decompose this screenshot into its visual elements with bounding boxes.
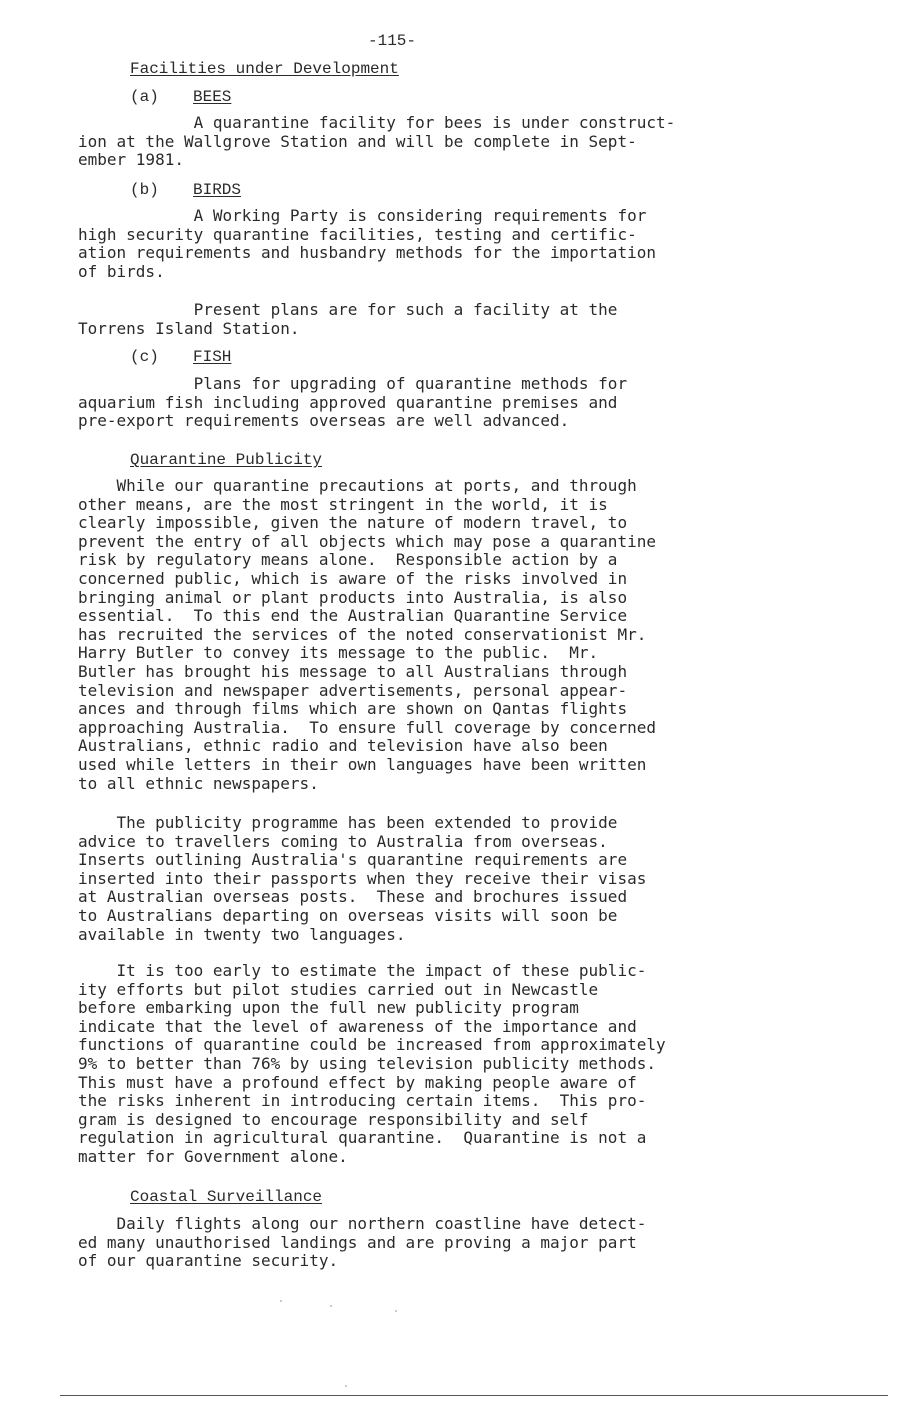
- paragraph-publicity-1: While our quarantine precautions at ports, and through other means, are the most stringent in the world, it is clearly impossible, given the nature of modern travel, to prevent the entry of all objects which may pose a quarantine risk by regulatory means alone. Responsible action by a concerned public, which is aware of the risks involved in bringing animal or plant products into Australia, is also essential. To this end the Australian Quarantine Service has recruited the services of the noted conservationist Mr. Harry Butler to convey its message to the public. Mr. Butler has brought his message to all Australians through television and newspaper advertisements, personal appear- ances and through films which are shown on Qantas flights approaching Australia. To ensure full coverage by concerned Australians, ethnic radio and television have also been used while letters in their own languages have been written to all ethnic newspapers.: [78, 476, 656, 793]
- paragraph-birds-2: Present plans are for such a facility at the Torrens Island Station.: [78, 300, 618, 338]
- paragraph-coastal: Daily flights along our northern coastline have detect- ed many unauthorised landings and are proving a major part of our quarantine security.: [78, 1214, 647, 1271]
- paragraph-publicity-2: The publicity programme has been extended to provide advice to travellers coming to Australia from overseas. Inserts outlining Australia's quarantine requirements are inserted into their passports when they receive their visas at Australian overseas posts. These and brochures issued to Australians departing on overseas visits will soon be available in twenty two languages.: [78, 813, 647, 944]
- heading-coastal-surveillance: Coastal Surveillance: [130, 1188, 323, 1206]
- subheading-bees: BEES: [193, 88, 232, 106]
- item-label-c: (c): [130, 348, 159, 366]
- item-label-b: (b): [130, 181, 159, 199]
- heading-facilities-under-development: Facilities under Development: [130, 60, 399, 78]
- subheading-fish: FISH: [193, 348, 232, 366]
- scan-speck: [280, 1300, 282, 1302]
- heading-quarantine-publicity: Quarantine Publicity: [130, 451, 323, 469]
- scan-speck: [345, 1385, 347, 1387]
- footer-rule: [148, 1395, 888, 1396]
- scan-speck: [330, 1305, 332, 1307]
- page-number: -115-: [368, 32, 417, 50]
- paragraph-fish: Plans for upgrading of quarantine methods for aquarium fish including approved quarantine premises and pre-export requirements overseas are well advanced.: [78, 374, 628, 431]
- paragraph-birds-1: A Working Party is considering requirements for high security quarantine facilities, testing and certific- ation requirements and husbandry methods for the importation of birds.: [78, 206, 656, 281]
- subheading-birds: BIRDS: [193, 181, 242, 199]
- paragraph-publicity-3: It is too early to estimate the impact of these public- ity efforts but pilot studies carried out in Newcastle before embarking upon the full new publicity program indicate that the level of awareness of the importance and functions of quarantine could be increased from approximately 9% to better than 76% by using television publicity methods. This must have a profound effect by making people aware of the risks inherent in introducing certain items. This pro- gram is designed to encourage responsibility and self regulation in agricultural quarantine. Quarantine is not a matter for Government alone.: [78, 961, 666, 1166]
- scan-speck: [395, 1310, 397, 1312]
- paragraph-bees: A quarantine facility for bees is under construct- ion at the Wallgrove Station and will be complete in Sept- ember 1981.: [78, 113, 676, 170]
- item-label-a: (a): [130, 88, 159, 106]
